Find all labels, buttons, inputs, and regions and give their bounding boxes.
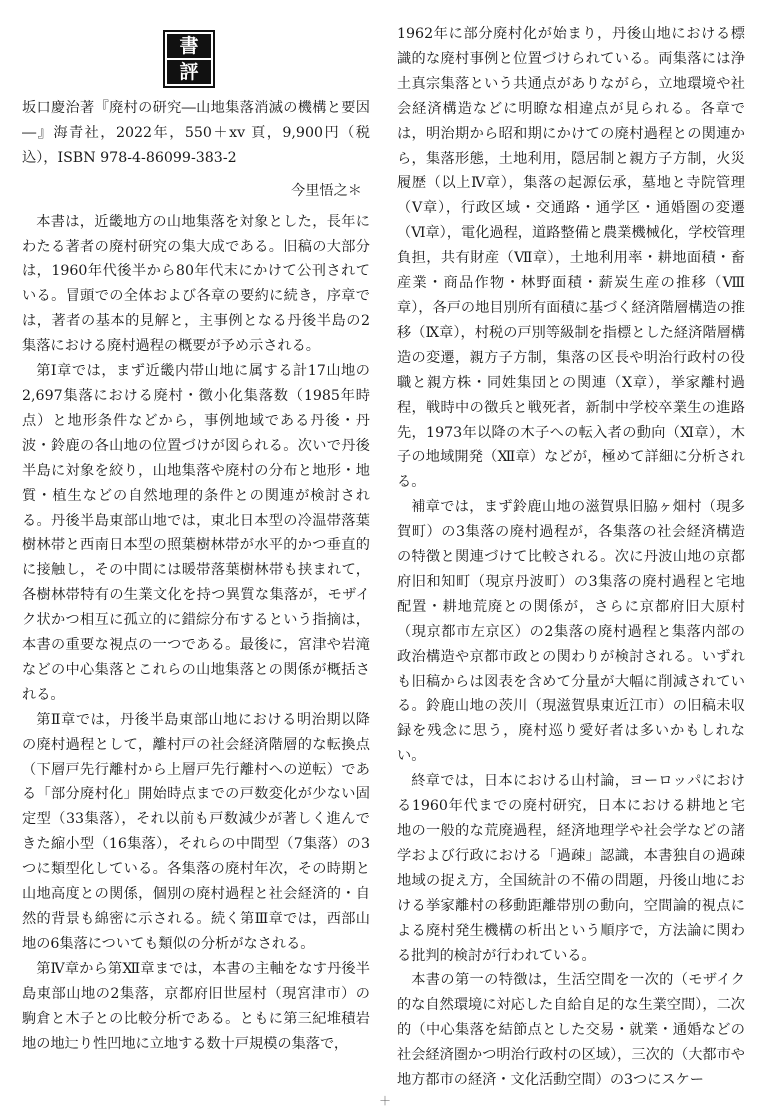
paragraph: 第Ⅰ章では，まず近畿内帯山地に属する計17山地の2,697集落における廃村・徴小化集落数（1985年時点）と地形条件などから，事例地域である丹後・丹波・鈴鹿の各山地の位置づけが図られる。次いで丹後半島に対象を絞り，山地集落や廃村の分布と地形・地質・植生などの自然地理的条件との関連が検討される。丹後半島東部山地では，東北日本型の冷温帯落葉樹林帯と西南日本型の照葉樹林帯が水平的かつ垂直的に接触し，その中間には暖帯落葉樹林帯も挟まれて，各樹林帯特有の生業文化を持つ異質な集落が，モザイク状かつ相互に孤立的に錯綜分布するという指摘は，本書の重要な視点の一つである。最後に，宮津や岩滝などの中心集落とこれらの山地集落との関係が概括される。 <box>22 363 370 703</box>
paragraph: 第Ⅳ章から第Ⅻ章までは，本書の主軸をなす丹後半島東部山地の2集落，京都府旧世屋村（現宮津市）の駒倉と木子との比較分析である。ともに第三紀堆積岩地の地辷り性凹地に立地する数十戸規模の集落で， <box>22 960 370 1052</box>
page-footer-mark: ＋ <box>378 1094 391 1108</box>
badge-char-2: 評 <box>167 60 211 84</box>
bibliographic-info: 坂口慶治著『廃村の研究―山地集落消滅の機構と要因―』海青社，2022年，550＋xv 頁，9,900円（税込），ISBN 978-4-86099-383-2 <box>22 100 370 166</box>
right-column <box>397 22 745 1093</box>
reviewer-name: 今里悟之＊ <box>291 182 362 199</box>
left-column <box>22 22 370 1056</box>
paragraph: 1962年に部分廃村化が始まり，丹後山地における標識的な廃村事例と位置づけられている。両集落には浄土真宗集落という共通点がありながら，立地環境や社会経済構造などに明瞭な相違点が見られる。各章では，明治期から昭和期にかけての廃村過程との関連から，集落形態，土地利用，隠居制と親方子方制，火災履歴（以上Ⅳ章），集落の起源伝承，墓地と寺院管理（Ⅴ章），行政区域・交通路・通学区・通婚圏の変遷（Ⅵ章），電化過程，道路整備と農業機械化，学校管理負担，共有財産（Ⅶ章），土地利用率・耕地面積・畜産業・商品作物・林野面積・薪炭生産の推移（Ⅷ章），各戸の地目別所有面積に基づく経済階層構造の推移（Ⅸ章），村税の戸別等級制を指標とした経済階層構造の変遷，親方子方制，集落の区長や明治行政村の役職と親方株・同姓集団との関連（Ⅹ章），挙家離村過程，戦時中の徴兵と戦死者，新制中学校卒業生の進路先，1973年以降の木子への転入者の動向（Ⅺ章），木子の地域開発（Ⅻ章）などが，極めて詳細に分析される。 <box>397 26 745 491</box>
paragraph: 本書の第一の特徴は，生活空間を一次的（モザイク的な自然環境に対応した自給自足的な生業空間），二次的（中心集落を結節点とした交易・就業・通婚などの社会経済圏かつ明治行政村の区域），三次的（大都市や地方都市の経済・文化活動空間）の3つにスケー <box>397 972 745 1089</box>
paragraph: 補章では，まず鈴鹿山地の滋賀県旧脇ヶ畑村（現多賀町）の3集落の廃村過程が，各集落の社会経済構造の特徴と関連づけて比較される。次に丹波山地の京都府旧和知町（現京丹波町）の3集落の廃村過程と宅地配置・耕地荒廃との関係が，さらに京都府旧大原村（現京都市左京区）の2集落の廃村過程と集落内部の政治構造や京都市政との関わりが検討される。いずれも旧稿からは図表を含めて分量が大幅に削減されている。鈴鹿山地の茨川（現滋賀県東近江市）の旧稿未収録を残念に思う，廃村巡り愛好者は多いかもしれない。 <box>397 499 745 765</box>
paragraph: 第Ⅱ章では，丹後半島東部山地における明治期以降の廃村過程として，離村戸の社会経済階層的な転換点（下層戸先行離村から上層戸先行離村への逆転）である「部分廃村化」開始時点までの戸数変化が少ない固定型（33集落），それ以前も戸数減少が著しく進んできた縮小型（16集落），それらの中間型（7集落）の3つに類型化している。各集落の廃村年次，その時期と山地高度との関係，個別の廃村過程と社会経済的・自然的背景も綿密に示される。続く第Ⅲ章では，西部山地の6集落についても類似の分析がなされる。 <box>22 711 370 952</box>
book-review-badge <box>163 30 215 88</box>
paragraph: 終章では，日本における山村論，ヨーロッパにおける1960年代までの廃村研究，日本における耕地と宅地の一般的な荒廃過程，経済地理学や社会学などの諸学および行政における「過疎」認識，本書独自の過疎地域の捉え方，全国統計の不備の問題，丹後山地における挙家離村の移動距離帯別の動向，空間論的視点による廃村発生機構の析出という順序で，方法論に関わる批判的検討が行われている。 <box>397 773 745 964</box>
badge-char-1: 書 <box>167 34 211 58</box>
paragraph: 本書は，近畿地方の山地集落を対象とした，長年にわたる著者の廃村研究の集大成である。旧稿の大部分は，1960年代後半から80年代末にかけて公刊されている。冒頭での全体および各章の要約に続き，序章では，著者の基本的見解と，主事例となる丹後半島の2集落における廃村過程の概要が予め示される。 <box>22 213 370 355</box>
